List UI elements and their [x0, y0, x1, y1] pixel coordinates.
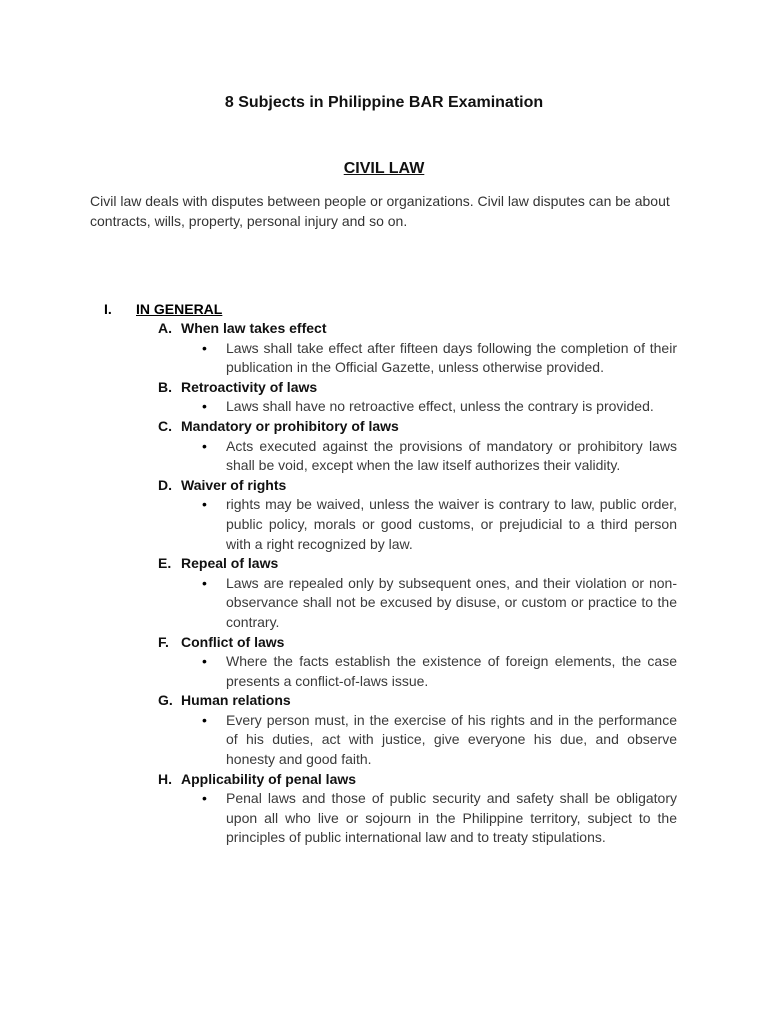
- bullet-icon: •: [202, 437, 207, 454]
- roman-numeral: I.: [104, 301, 112, 317]
- section-c: [0, 417, 768, 476]
- section-letter: D.: [158, 476, 172, 493]
- bullet-icon: •: [202, 496, 207, 513]
- section-letter: H.: [158, 770, 172, 787]
- bullet-text: Laws shall have no retroactive effect, unless the contrary is provided.: [226, 398, 654, 415]
- bullet-icon: •: [202, 653, 207, 670]
- section-f: [0, 633, 768, 692]
- intro-paragraph: Civil law deals with disputes between people or organizations. Civil law disputes can be about contracts, wills, property, personal injury and so on.: [90, 193, 670, 229]
- bullet-text: Where the facts establish the existence of foreign elements, the case presents a conflict-of-laws issue.: [226, 653, 677, 689]
- bullet-text: Penal laws and those of public security and safety shall be obligatory upon all who live or sojourn in the Philippine territory, subject to the principles of public international law and to treaty stipulations.: [226, 790, 677, 846]
- section-letter: G.: [158, 692, 173, 709]
- section-title: Mandatory or prohibitory of laws: [181, 417, 399, 434]
- section-heading: [0, 417, 768, 437]
- section-letter: B.: [158, 378, 172, 395]
- part-title: IN GENERAL: [136, 301, 223, 317]
- section-title: Repeal of laws: [181, 555, 279, 572]
- section-letter: A.: [158, 320, 172, 336]
- section-title: Human relations: [181, 692, 291, 709]
- bullet-icon: •: [202, 790, 207, 807]
- bullet-item: [202, 397, 677, 417]
- subject-heading: CIVIL LAW: [343, 160, 425, 177]
- bullet-item: [202, 574, 677, 633]
- bullet-text: rights may be waived, unless the waiver is contrary to law, public order, public policy, morals or good customs, or prejudicial to a third person with a right recognized by law.: [226, 496, 677, 552]
- bullet-text: Laws are repealed only by subsequent ones, and their violation or non-observance shall not be excused by disuse, or custom or practice to the contrary.: [226, 574, 677, 630]
- section-letter: F.: [158, 633, 169, 650]
- bullet-item: [202, 711, 677, 770]
- section-letter: E.: [158, 555, 172, 572]
- section-title: Waiver of rights: [181, 476, 287, 493]
- section-b: [0, 378, 768, 417]
- section-h: [0, 770, 768, 848]
- document-title: 8 Subjects in Philippine BAR Examination: [224, 94, 544, 111]
- bullet-text: Laws shall take effect after fifteen days following the completion of their publication in the Official Gazette, unless otherwise provided.: [226, 339, 677, 376]
- bullet-item: [202, 789, 677, 848]
- section-heading: [0, 691, 768, 711]
- bullet-item: [202, 437, 677, 476]
- outline: [0, 299, 768, 848]
- section-heading: [0, 770, 768, 790]
- section-heading: [0, 319, 768, 339]
- section-heading: [0, 554, 768, 574]
- bullet-icon: •: [202, 339, 207, 356]
- section-title: When law takes effect: [181, 320, 327, 336]
- section-heading: [0, 378, 768, 398]
- section-title: Conflict of laws: [181, 633, 285, 650]
- bullet-icon: •: [202, 711, 207, 728]
- bullet-icon: •: [202, 398, 207, 415]
- section-heading: [0, 633, 768, 653]
- section-d: [0, 476, 768, 554]
- section-title: Retroactivity of laws: [181, 378, 318, 395]
- section-g: [0, 691, 768, 769]
- bullet-text: Acts executed against the provisions of mandatory or prohibitory laws shall be void, except when the law itself authorizes their validity.: [226, 437, 677, 474]
- section-title: Applicability of penal laws: [181, 770, 357, 787]
- outline-part-heading: [0, 299, 768, 319]
- section-e: [0, 554, 768, 632]
- section-heading: [0, 476, 768, 496]
- section-a: [0, 319, 768, 378]
- bullet-text: Every person must, in the exercise of his rights and in the performance of his duties, act with justice, give everyone his due, and observe honesty and good faith.: [226, 711, 677, 768]
- bullet-icon: •: [202, 574, 207, 591]
- bullet-item: [202, 495, 677, 554]
- bullet-item: [202, 652, 677, 691]
- bullet-item: [202, 339, 677, 378]
- section-letter: C.: [158, 417, 172, 434]
